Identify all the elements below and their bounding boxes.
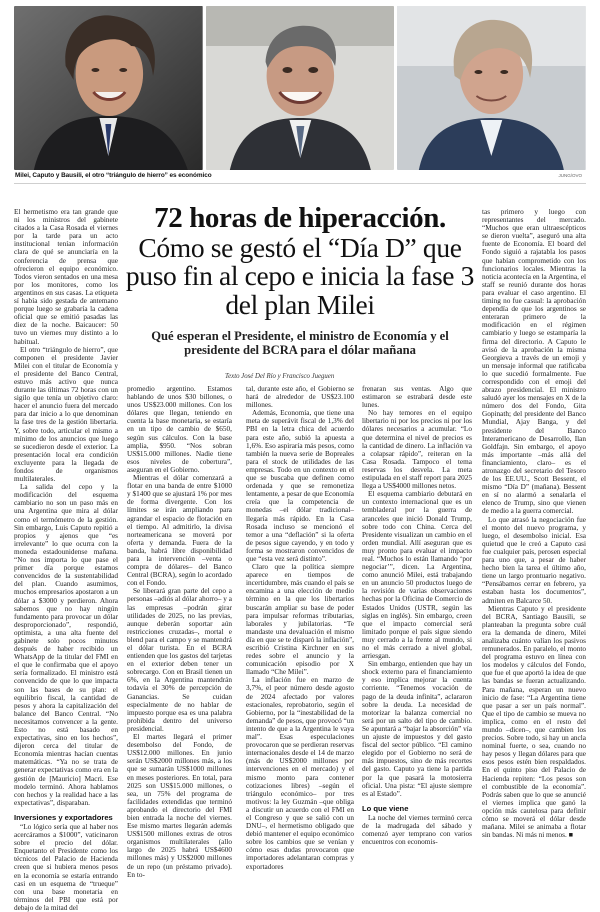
paragraph: La noche del viernes terminó cerca de la madrugada del sábado y comenzó ayer temprano con varios encuentros con economis- — [362, 813, 472, 847]
paragraph: “Lo lógico sería que al haber nos acercáramos a $1000”, vaticinaron sobre el precio del dólar. Enquetanto el Presidente como los técnicos del Palacio de Hacienda creen que si hubiera menos pesos en la economía se estaría entrando casi en un esquema de “trueque” con una base monetaria en términos del PBI que está por debajo de la mitad del — [14, 822, 118, 912]
article-column-1 — [14, 208, 118, 912]
paragraph: El martes llegará el primer desembolso del Fondo, de US$12.000 millones. En junio serán US$2000 millones más, a los que se sumarán US$1000 millones en meses posteriores. En total, para 2025 son US$15.000 millones, o sea, un 75% del programa de facilidades extendidas que terminó aprobando el directorio del FMI bien entrada la noche del viernes. Ese mismo martes llegarán además US$1500 millones extras de otros organismos multilaterales (allo largo de 2025 habrá US$4600 millones más) y US$2000 millones de un repo (un préstamo privado). En to- — [127, 733, 232, 879]
headline-bold: 72 horas de hiperacción. — [154, 202, 446, 234]
paragraph: Se liberará gran parte del cepo a personas –adiós al dólar ahorro– y a las empresas –podrán girar utilidades de 2025, no las previas, aunque deberán soportar aún restricciones cruzadas–, mortal e blend para el campo y se mantendrá el dólar turista. En el BCRA entienden que los gastos del tarjetas en el exterior deben tener un sobrecargo. Con en Brasil tienen un 6%, en la Argentina mantendrán todavía el 30% de percepción de Ganancias. Se cuidan especialmente de no hablar de impuesto porque esa es una palabra prohibida dentro del universo presidencial. — [127, 587, 232, 733]
subheadline: Qué esperan el Presidente, el ministro de Economía y el presidente del BCRA para el dólar mañana — [151, 328, 449, 358]
article-column-3 — [246, 385, 354, 871]
section-subhead: Inversiones y exportadores — [14, 812, 113, 822]
paragraph: No hay temores en el equipo libertario ni por los precios ni por los dólares necesarios a acumular. “Lo que determina el nivel de precios es la cantidad de dinero. La inflación va a colapsar rápido”, reiteran en la Casa Rosada. Tampoco el tema reservas los desvela. La meta estipulada en el staff report para 2025 llega a US$4000 millones netos. — [362, 409, 472, 491]
paragraph: Mientras Caputo y el presidente del BCRA, Santiago Bausili, se planteaban la pregunta sobre cuál era la demanda de dinero, Milei analizaba cuánto valían los pasivos remunerados. En paralelo, el monto del programa estuvo en línea con los modelos y cálculos del Fondo, que fue el que aportó la idea de que las bandas se fueran actualizando. Para mañana, esperan un nuevo inicio de fase: “La Argentina tiene que pasar a ser un país normal”. Que el tipo de cambio se mueva no implica, como en el resto del mundo –dicen–, que cambien los precios. Sobre todo, si hay un ancla nominal fuerte, o sea, cuando no hay pesos y llegan dólares para que esos pesos estén bien respaldados. En el quinto piso del Palacio de Hacienda repiten: “Los pesos son el combustible de la economía”. Podrás saben que lo que se anuncié el viernes implica que ganó la opción más cautelosa para definir cómo se moverá el dólar desde mañana. Milei se animaba a flotar sin bandas. Ni más ni menos. ■ — [482, 604, 586, 840]
photo-credit: JUNG/OVO — [558, 173, 582, 178]
photo-milei — [14, 6, 203, 170]
paragraph: La salida del cepo y la modificación del esquema cambiario no son un paso más en una Argentina que mira al dólar como el termómetro de la gestión. Sin embargo, Luis Caputo repitió a propios y ajenos que “es irrelevante” lo que ocurra con la moneda estadounidense mañana. “No nos importa lo que pase el primer día porque estamos convencidos de la sustentabilidad del plan. Cuando asumimos, muchos empresarios apostaron a un dólar a $3000 y perdieron. Ahora sabemos que no hay ningún fundamento para provocar un dólar desproporcionado”, respondió, optimista, a una alta fuente del gabinete solo pocos minutos después de haber recibido un WhatsApp de la titular del FMI en el que le confirmaba que el apoyo sería formalizado. El ministro está convencido de que lo que impacta son las bases de su plan: el equilibrio fiscal, la cantidad de pesos y ahora la capitalización del balance del Banco Central. “No necesitamos convencer a la gente. Esto no está basado en expectativas, sino en los hechos”, dijeron cerca del titular de Economía mientras hacían cuentas matemáticas. “Ya no se trata de generar expectativas como era en la gestión de [Mauricio] Macri. Ese modelo terminó. Ahora hablamos con hechos y la realidad hace a las expectativas”, disparaban. — [14, 483, 118, 807]
paragraph: El otro “triángulo de hierro”, que componen el presidente Javier Milei con el titular de Economía y el presidente del Banco Central, estuvo más activo que nunca durante las últimas 72 horas con un sigilo que tenía un objetivo claro: hacer el anuncio fuera del mercado para dar inicio a lo que denominan la fase tres de la gestión libertaria. Y, sobre todo, articular el mismo a mínimo de los anuncios que luego se sucedieron desde el exterior. La presentación local era condición excluyente para la llegada de fondos de organismos multilaterales. — [14, 345, 118, 484]
paragraph: frenaran sus ventas. Algo que estimaron se estrabará desde este lunes. — [362, 385, 472, 410]
article-column-5 — [482, 208, 586, 839]
paragraph: Claro que la política siempre aparece en tiempos de incertidumbre, más cuando el país se encamina a una elección de medio término en la que los libertarios buscarán ampliar su base de poder para impulsar reformas tributarias, laborales y jubilatorias. “Te mandaste una devaluación el mismo día en que se te disparó la inflación”, escribió Cristina Kirchner en sus redes sobre el anuncio y la comunicación episodio por X llamado “Che Milei”. — [246, 563, 354, 677]
photo-strip — [14, 6, 586, 170]
byline: Texto José Del Río y Francisco Jueguen — [225, 373, 335, 380]
paragraph: Mientras el dólar comenzará a flotar en una banda de entre $1000 y $1400 que se ajustará 1% por mes de forma divergente. Con los límites se irán ampliando para agrandar el espacio de flotación en el tiempo. Al admitirlo, la divisa norteamericana se moverá por oferta y demanda. Fuera de la banda, habrá libre disponibilidad para la intervención –venta o compra de dólares– del Banco Central (BCRA), según lo acordado con el Fondo. — [127, 474, 232, 588]
photo-caputo — [206, 6, 395, 170]
paragraph: tal, durante este año, el Gobierno se hará de alrededor de US$23.100 millones. — [246, 385, 354, 410]
article-column-2 — [127, 385, 232, 879]
paragraph: Sin embargo, entienden que hay un shock externo para el financiamiento y eso implica mejorar la cuenta corriente. “Tenemos vocación de pago de la deuda infinita”, aclararon sobre la deuda. La necesidad de motorizar la balanza comercial no será por un salto del tipo de cambio. Se apuntará a “bajar la absorción” vía un ajuste de impuestos y del gasto fiscal del sector público. “El camino elegido por el Gobierno no será de más impuestos, sino de más recortes del gasto. Caputo ya tiene la partida por la que pasará la motosierra oficial. Una pista: “El ajuste siempre es al Estado”. — [362, 660, 472, 798]
photo-caption: Milei, Caputo y Bausili, el otro “triángulo de hierro” es económico — [15, 172, 212, 179]
paragraph: El hermetismo era tan grande que ni los ministros del gabinete citados a la Casa Rosada el viernes por la tarde para un acto institucional tenían información clara de qué se anunciaría en la conferencia de prensa que ofrecieron el equipo económico. Todos vieron sentados en una mesa por los monitores, como los argentinos en sus casas. La etiqueta sí había sido gestada de antemano porque luego se grabaría la cadena oficial que se emitió pasadas las diez de la noche. Baicaucer: 50 tuvo un viernes muy distinto a lo habitual. — [14, 208, 118, 346]
paragraph: El esquema cambiario debutará en un contexto internacional que es un tembladeral por la guerra de aranceles que inició Donald Trump, sobre todo con China. Cerca del Presidente visualizan un cambio en el orden mundial. Allí aseguran que es muy pronto para evaluar el impacto real. “Muchos lo están llamando ‘por negociar’”, dicen. La Argentina, como anunció Milei, está trabajando en un anuncio 50 productos luego de la revisión de varias observaciones hechas por la Oficina de Comercio de Estados Unidos (USTR, según las siglas en inglés). Sin embargo, creen que el impacto comercial será limitado porque el país sigue siendo muy cerrado a la frente al mundo, si no el más cerrado a nivel global, arriesgan. — [362, 490, 472, 661]
paragraph: La inflación fue en marzo de 3,7%, el peor número desde agosto de 2024 afectado por valores estacionales, reprobatorio, según el Gobierno, por la “inestabilidad de la demanda” de pesos, que provocó “un intento de que a la Argentina le vaya mal”. Esas especulaciones provocaron que se perdieran reservas internacionales desde el 14 de marzo (más de US$2000 millones por intervenciones en el mercado) y el mismo monto para contener cotizaciones libres) –según el triángulo económico– por tres motivos: la ley Guzmán –que obliga a discutir un acuerdo con el FMI en el Congreso y que se salió con un DNU–, el hermetismo obligado que debió mantener el equipo económico sobre los cambios que se venían y cómo esas dudas provocaron que importadores adelantaran compras y exportadores — [246, 676, 354, 871]
paragraph: tas primero y luego con representantes del mercado. “Muchos que eran ultraescépticos se dieron vuelta”, aseguró una alta fuente de Economía. El board del Fondo siguió a rajatabla los pasos que habían comprometido con los funcionarios locales. Mientras la noticia acontecía en la Argentina, el staff se reunió durante dos horas para evaluar el caso argentino. El timing no fue casual: la aprobación dependía de que los argentinos se enteraran primero de la modificación en el régimen cambiario y luego se estamparía la firma del directorio. A Caputo le avisó de la aprobación la misma Georgieva a través de un emoji y un mensaje informal que ratificaba lo que sucedió formalmente. Fue correspondido con el emoji del abrazo presidencial. El ministro saludó ayer los mensajes en X de la número dos del Fondo, Gita Gopinath; del presidente del Banco Mundial, Ajay Banga, y del presidente del Banco Interamericano de Desarrollo, Ilan Goldfajn. Sin embargo, el apoyo más importante –más allá del financiamiento, claro– es el atronazgo del secretario del Tesoro de los EE.UU., Scott Bessent, el mismo “Día D” (mañana). Bessent en sí no alarmó a senalarla el elenco de Trump, sino que vienen de medio a la guerra comercial. — [482, 208, 586, 516]
paragraph: Lo que atrasó la negociación fue el monto del nuevo programa, y luego, el desembolso inicial. Esa quietud que le creó a Caputo casi fue cualquier país, perosen especial para uno que, a pesar de haber hecho bien la tarea el último año, tiene un largo prontuario negativo. “Pensábamos cerrar en febrero, ya estaban hasta los documentos”, admiten en Balcarce 50. — [482, 515, 586, 605]
headline-block — [125, 204, 475, 358]
paragraph: Además, Economía, que tiene una meta de superávit fiscal de 1,3% del PBI en la letra chica del acuerdo para este año, subió la apuesta a 1,6%. Eso aspiraría más pesos, como también la nueva serie de Bopreales para el stock de utilidades de las empresas. Todo en un contexto en el que se buscaba que definen como ordenada y que se remonetiza lentamente, a pesar de que Economía creía que la competencia de monedas –el dólar tradicional– llegaría más rápido. En la Casa Rosada incluso se mencionó el temor a una “deflación” si la oferta de pesos sigue cayendo, y en todo y forma se mostraron convencidos de que “esta vez será distinto”. — [246, 409, 354, 563]
paragraph: promedio argentino. Estamos hablando de unos $30 billones, o unos US$23.000 millones. Con los dólares que llegan, teniendo en cuenta la base monetaria, se estaría en un tipo de cambio de $650, según sus cálculos. Con la base amplia, $950. “Nos sobran US$15.000 millones. Nadie tiene esos niveles de cobertura”, aseguran en el Gobierno. — [127, 385, 232, 474]
photo-bausili — [397, 6, 586, 170]
divider — [14, 183, 586, 184]
article-column-4 — [362, 385, 472, 846]
section-subhead: Lo que viene — [362, 803, 409, 813]
headline: Cómo se gestó el “Día D” que puso fin al cepo e inicia la fase 3 del plan Milei — [125, 232, 475, 320]
